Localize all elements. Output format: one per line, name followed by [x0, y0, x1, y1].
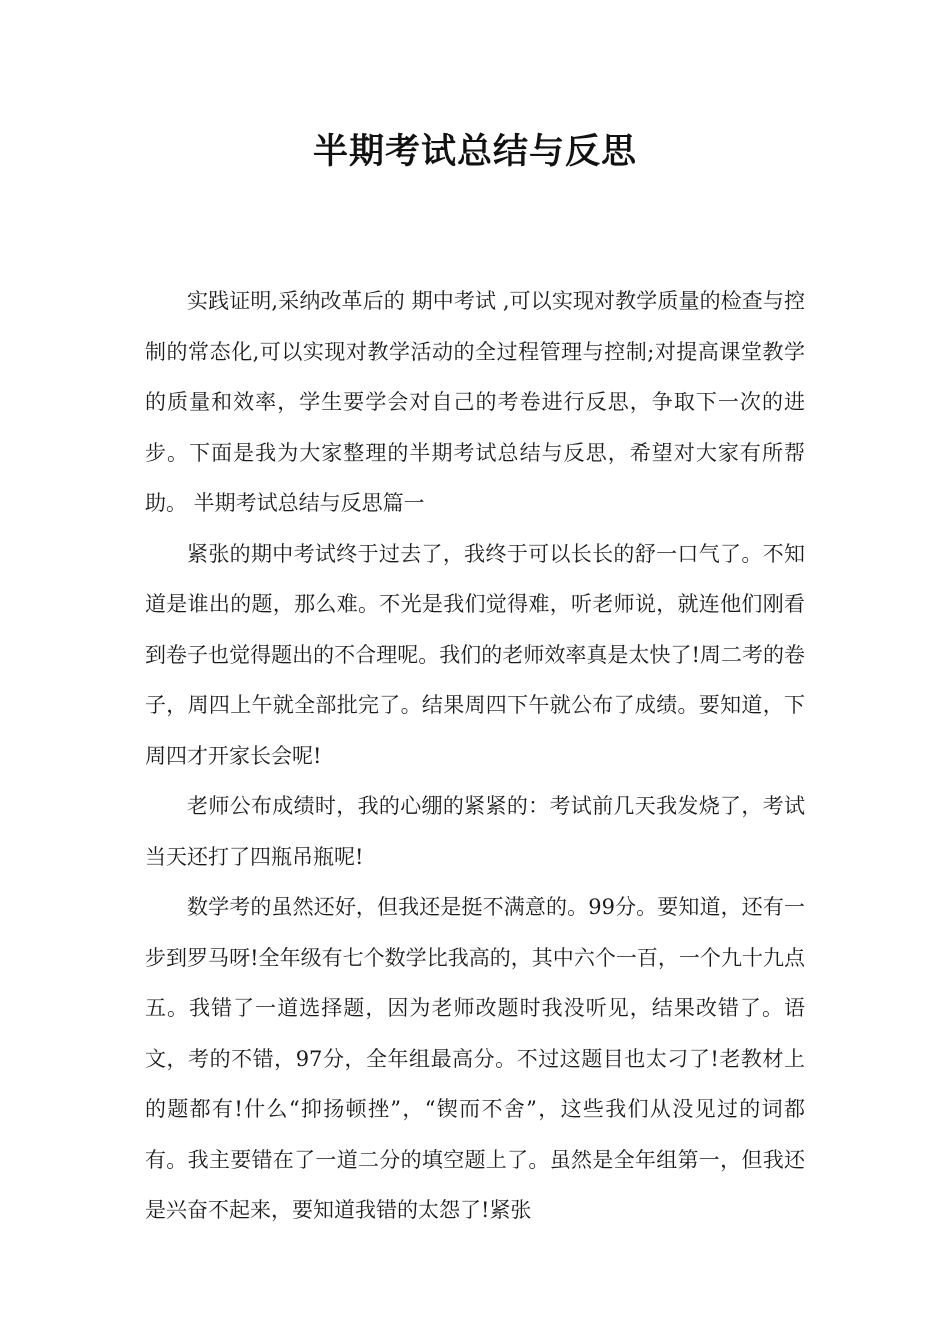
paragraph: 紧张的期中考试终于过去了，我终于可以长长的舒一口气了。不知道是谁出的题，那么难。不光是我们觉得难，听老师说，就连他们刚看到卷子也觉得题出的不合理呢。我们的老师效率真是太快了!周二考的卷子，周四上午就全部批完了。结果周四下午就公布了成绩。要知道，下周四才开家长会呢!	[145, 541, 805, 768]
paragraph: 实践证明,采纳改革后的 期中考试 ,可以实现对教学质量的检查与控制的常态化,可以实现对教学活动的全过程管理与控制;对提高课堂教学的质量和效率，学生要学会对自己的考卷进行反思，争取下一次的进步。下面是我为大家整理的半期考试总结与反思，希望对大家有所帮助。 半期考试总结与反思篇一	[145, 289, 805, 515]
document-body	[145, 276, 805, 1236]
paragraph: 数学考的虽然还好，但我还是挺不满意的。99分。要知道，还有一步到罗马呀!全年级有七个数学比我高的，其中六个一百，一个九十九点五。我错了一道选择题，因为老师改题时我没听见，结果改错了。语文，考的不错，97分，全年组最高分。不过这题目也太刁了!老教材上的题都有!什么“抑扬顿挫”，“锲而不舍”，这些我们从没见过的词都有。我主要错在了一道二分的填空题上了。虽然是全年组第一，但我还是兴奋不起来，要知道我错的太怨了!紧张	[145, 895, 805, 1222]
paragraph: 老师公布成绩时，我的心绷的紧紧的：考试前几天我发烧了，考试当天还打了四瓶吊瓶呢!	[145, 794, 805, 869]
document-title: 半期考试总结与反思	[312, 132, 637, 172]
